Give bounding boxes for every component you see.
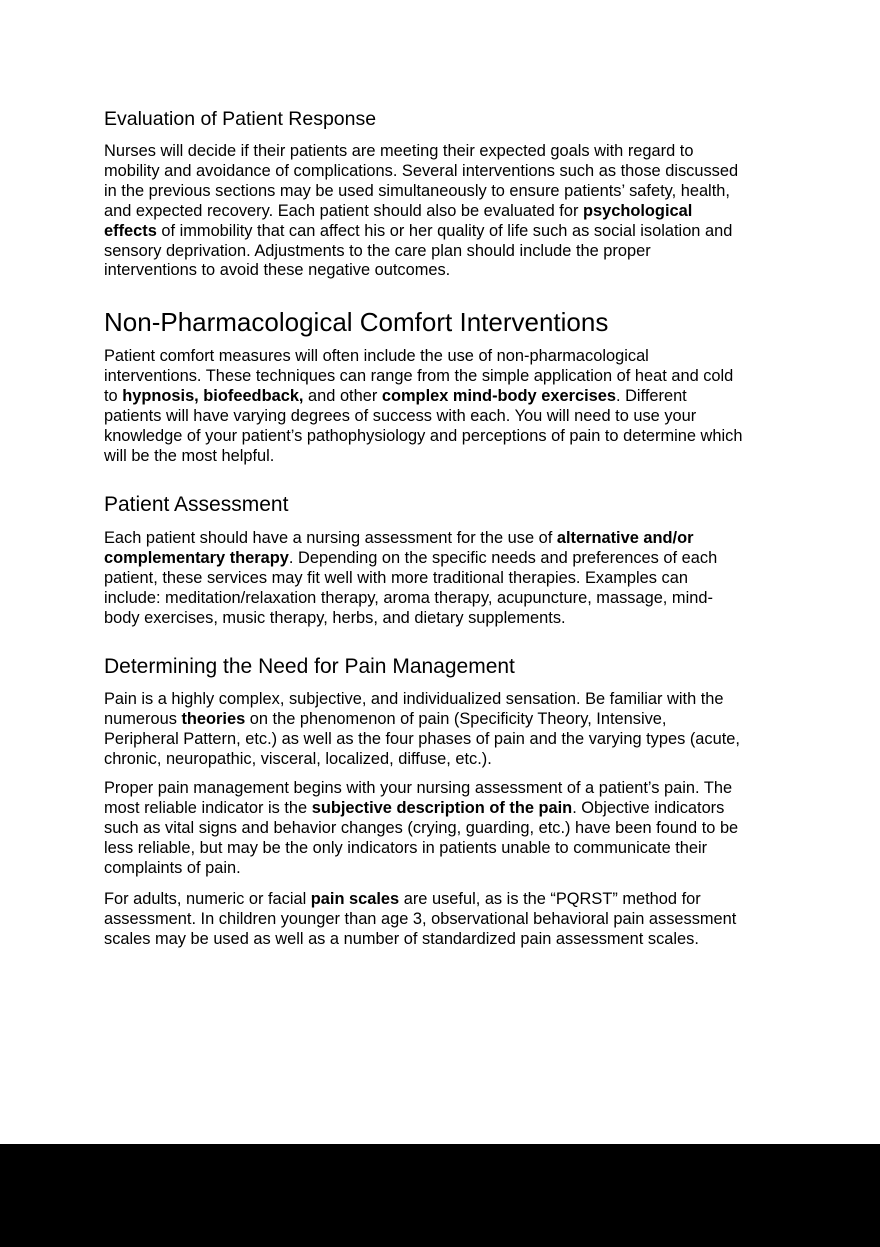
- text-line: [104, 859, 784, 879]
- text-line: [104, 529, 784, 549]
- text-run: and other: [303, 386, 382, 405]
- text-run: numerous: [104, 709, 182, 728]
- paragraph-patient-assessment: [104, 529, 784, 629]
- text-run: body exercises, music therapy, herbs, and dietary supplements.: [104, 608, 566, 627]
- text-run: in the previous sections may be used simultaneously to ensure patients’ safety, health,: [104, 181, 730, 200]
- text-line: [104, 182, 784, 202]
- text-run: Each patient should have a nursing assessment for the use of: [104, 529, 557, 547]
- text-run: and expected recovery. Each patient should also be evaluated for: [104, 201, 583, 220]
- text-line: [104, 387, 784, 407]
- text-line: [104, 799, 784, 819]
- text-run: . Objective indicators: [572, 798, 725, 817]
- text-run: less reliable, but may be the only indicators in patients unable to communicate their: [104, 838, 708, 857]
- text-run: include: meditation/relaxation therapy, aroma therapy, acupuncture, massage, mind-: [104, 588, 713, 607]
- text-line: [104, 261, 784, 281]
- text-line: [104, 930, 784, 950]
- bold-term: theories: [181, 709, 246, 728]
- text-run: of immobility that can affect his or her quality of life such as social isolation and: [156, 221, 733, 240]
- text-line: [104, 447, 784, 467]
- text-run: interventions. These techniques can range from the simple application of heat and cold: [104, 366, 734, 385]
- text-run: assessment. In children younger than age 3, observational behavioral pain assessment: [104, 909, 737, 928]
- text-run: chronic, neuropathic, visceral, localized, diffuse, etc.).: [104, 749, 492, 768]
- text-run: Patient comfort measures will often include the use of non-pharmacological: [104, 347, 649, 365]
- text-run: Peripheral Pattern, etc.) as well as the four phases of pain and the varying types (acute,: [104, 729, 740, 748]
- heading-evaluation-of-patient-response: Evaluation of Patient Response: [104, 108, 377, 130]
- text-line: [104, 142, 784, 162]
- text-run: interventions to avoid these negative outcomes.: [104, 261, 451, 280]
- bold-term: effects: [104, 221, 157, 240]
- text-run: complaints of pain.: [104, 858, 241, 877]
- text-run: Nurses will decide if their patients are meeting their expected goals with regard to: [104, 142, 694, 160]
- text-run: such as vital signs and behavior changes (crying, guarding, etc.) have been found to be: [104, 818, 739, 837]
- text-run: will be the most helpful.: [104, 446, 275, 465]
- text-line: [104, 890, 784, 910]
- text-run: on the phenomenon of pain (Specificity Theory, Intensive,: [245, 709, 667, 728]
- text-run: most reliable indicator is the: [104, 798, 312, 817]
- text-line: [104, 347, 784, 367]
- text-line: [104, 730, 784, 750]
- text-line: [104, 710, 784, 730]
- text-line: [104, 910, 784, 930]
- text-run: patient, these services may fit well with more traditional therapies. Examples can: [104, 568, 688, 587]
- paragraph-pain-scales: [104, 890, 784, 950]
- text-line: [104, 589, 784, 609]
- text-line: [104, 162, 784, 182]
- paragraph-evaluation: [104, 142, 784, 281]
- heading-non-pharmacological-comfort-interventions: Non-Pharmacological Comfort Interventions: [104, 307, 609, 337]
- paragraph-pain-theories: [104, 690, 784, 770]
- text-line: [104, 549, 784, 569]
- text-line: [104, 427, 784, 447]
- text-line: [104, 839, 784, 859]
- text-run: to: [104, 386, 123, 405]
- bold-term: alternative and/or: [556, 529, 694, 547]
- text-line: [104, 750, 784, 770]
- text-run: patients will have varying degrees of success with each. You will need to use your: [104, 406, 697, 425]
- text-run: sensory deprivation. Adjustments to the care plan should include the proper: [104, 241, 651, 260]
- text-run: . Depending on the specific needs and preferences of each: [288, 548, 718, 567]
- heading-patient-assessment: Patient Assessment: [104, 493, 289, 516]
- paragraph-comfort-interventions: [104, 347, 784, 466]
- text-line: [104, 367, 784, 387]
- text-run: For adults, numeric or facial: [104, 890, 311, 908]
- text-line: [104, 242, 784, 262]
- text-run: . Different: [615, 386, 687, 405]
- text-run: Pain is a highly complex, subjective, and individualized sensation. Be familiar with the: [104, 690, 724, 708]
- text-line: [104, 609, 784, 629]
- bold-term: pain scales: [310, 890, 400, 908]
- bold-term: psychological: [582, 201, 693, 220]
- text-line: [104, 690, 784, 710]
- bold-term: subjective description of the pain: [311, 798, 573, 817]
- viewer-bottom-bar: [0, 1144, 880, 1247]
- text-run: knowledge of your patient’s pathophysiology and perceptions of pain to determine which: [104, 426, 743, 445]
- text-run: scales may be used as well as a number of standardized pain assessment scales.: [104, 929, 699, 948]
- text-line: [104, 202, 784, 222]
- text-run: Proper pain management begins with your nursing assessment of a patient’s pain. The: [104, 779, 733, 797]
- text-line: [104, 779, 784, 799]
- bold-term: complex mind-body exercises: [381, 386, 616, 405]
- bold-term: complementary therapy: [104, 548, 289, 567]
- text-line: [104, 407, 784, 427]
- bold-term: hypnosis, biofeedback,: [122, 386, 304, 405]
- text-line: [104, 819, 784, 839]
- paragraph-pain-assessment: [104, 779, 784, 879]
- text-run: mobility and avoidance of complications. Several interventions such as those discussed: [104, 161, 739, 180]
- text-line: [104, 222, 784, 242]
- heading-determining-need-for-pain-management: Determining the Need for Pain Management: [104, 655, 515, 678]
- text-run: are useful, as is the “PQRST” method for: [399, 890, 701, 908]
- text-line: [104, 569, 784, 589]
